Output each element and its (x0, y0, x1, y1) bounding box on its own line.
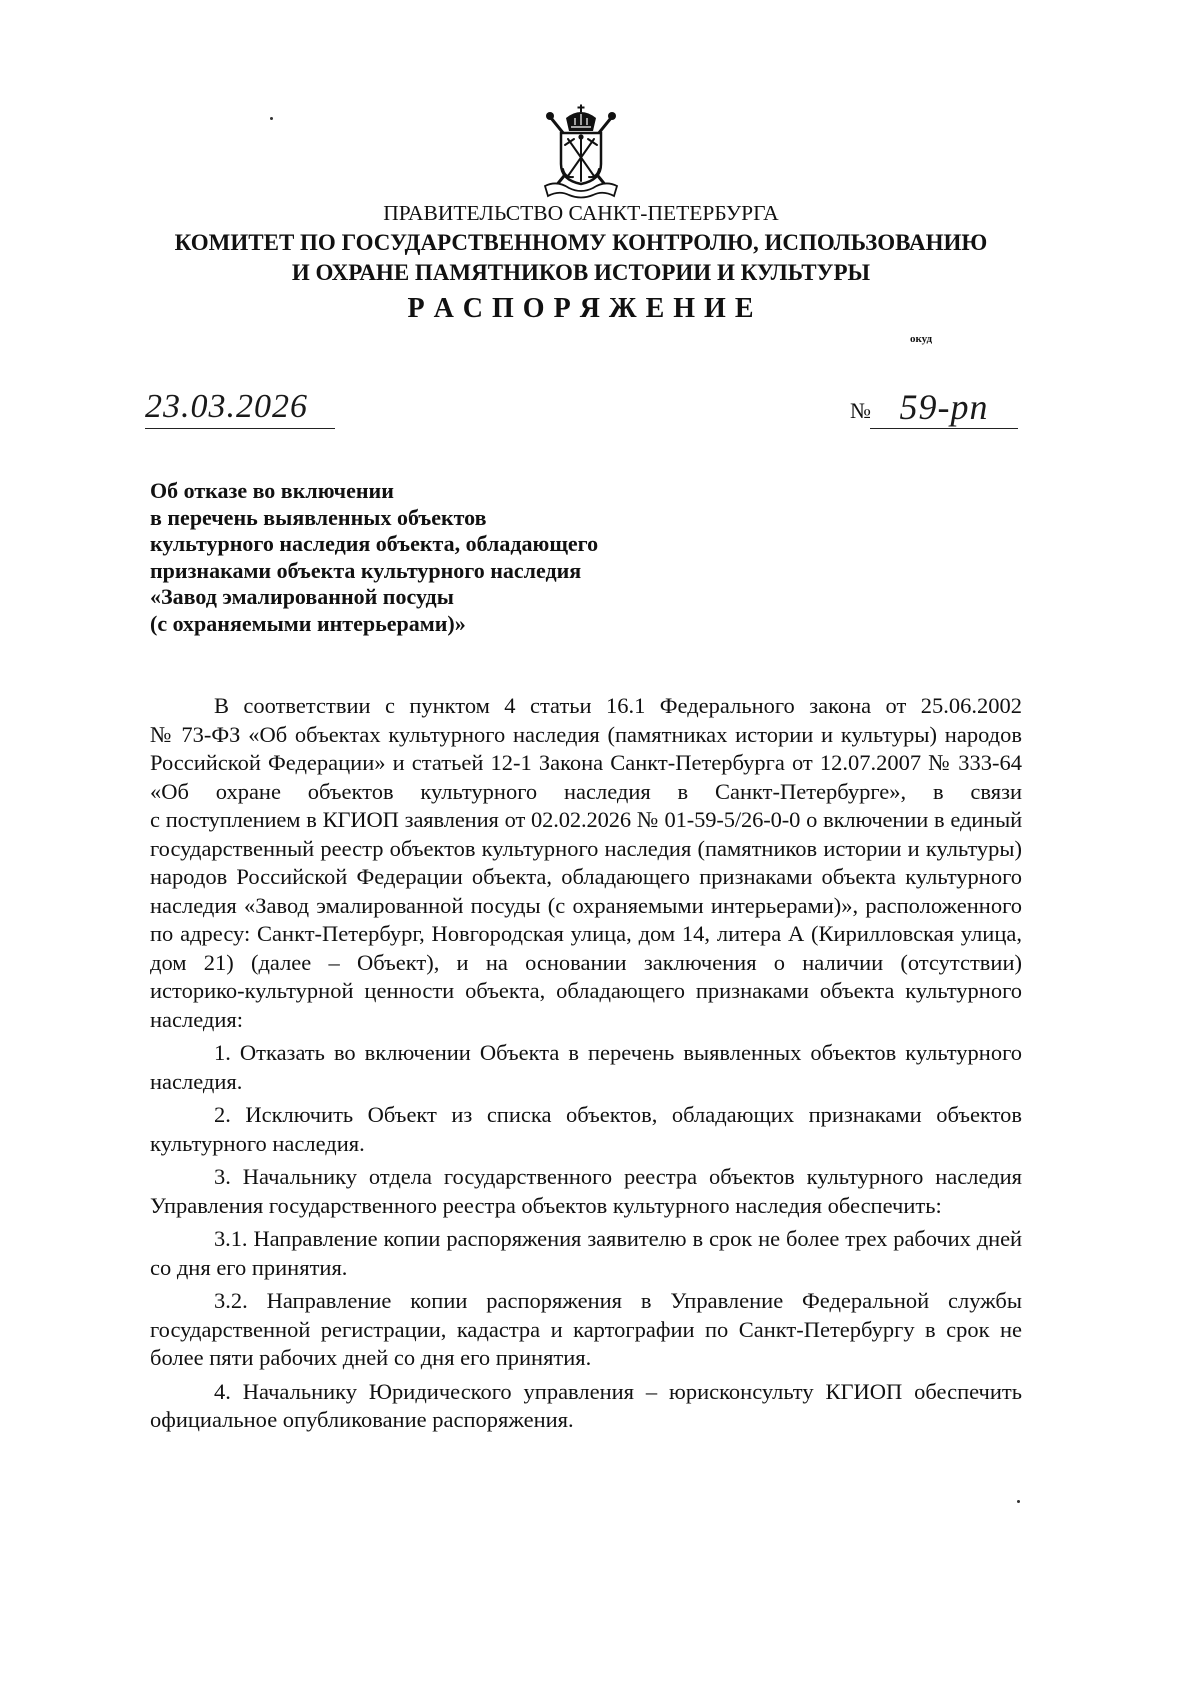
body-line (150, 692, 1022, 721)
body-line-text: государственной регистрации, кадастра и картографии по Санкт-Петербургу в срок не (150, 1316, 1022, 1342)
body-line-text: 3.1. Направление копии распоряжения заявителю в срок не более трех рабочих дней (214, 1226, 1022, 1251)
body-line (150, 806, 1022, 835)
title-line: Об отказе во включении (150, 478, 394, 503)
body-line (150, 721, 1022, 750)
body-line (150, 749, 1022, 778)
title-line: в перечень выявленных объектов (150, 504, 487, 530)
body-line-text: официальное опубликование распоряжения. (150, 1407, 574, 1432)
body-line (150, 1254, 1022, 1283)
body-line (150, 1316, 1022, 1345)
title-line: «Завод эмалированной посуды (150, 584, 454, 610)
body-paragraph (150, 1287, 1022, 1373)
body-line-text: государственный реестр объектов культурного наследия (памятников истории и культуры) (150, 835, 1022, 861)
body-line (150, 1192, 1022, 1221)
body-line-text: по адресу: Санкт-Петербург, Новгородская улица, дом 14, литера А (Кирилловская улица, (150, 921, 1022, 946)
body-line (150, 1225, 1022, 1254)
body-line-text: дом 21) (далее – Объект), и на основании заключения о наличии (отсутствии) (150, 949, 1022, 975)
body-line-text: историко-культурной ценности объекта, обладающего признаками объекта культурного (150, 978, 1022, 1003)
body-line (150, 1287, 1022, 1316)
body-line-text: наследия: (150, 1006, 244, 1032)
body-line-text: более пяти рабочих дней со дня его принятия. (150, 1345, 592, 1370)
body-paragraph (150, 692, 1022, 1034)
body-line-text: Управления государственного реестра объектов культурного наследия обеспечить: (150, 1192, 942, 1218)
document-body (150, 692, 1022, 1435)
body-line-text: 1. Отказать во включении Объекта в перечень выявленных объектов культурного (214, 1040, 1022, 1065)
body-line-text: «Об охране объектов культурного наследия в Санкт-Петербурге», в связи (150, 778, 1022, 804)
document-subject-title (150, 478, 750, 638)
body-line (150, 949, 1022, 978)
body-line (150, 1344, 1022, 1373)
document-number-field (870, 386, 1018, 429)
document-date: 23.03.2026 (145, 388, 308, 425)
body-line (150, 778, 1022, 807)
body-line (150, 1406, 1022, 1435)
committee-heading-line-2: И ОХРАНЕ ПАМЯТНИКОВ ИСТОРИИ И КУЛЬТУРЫ (291, 260, 871, 285)
body-line-text: народов Российской Федерации объекта, обладающего признаками объекта культурного (150, 864, 1022, 889)
document-type-heading: Р А С П О Р Я Ж Е Н И Е (407, 293, 755, 324)
scan-speck (270, 117, 273, 120)
body-line-text: 2. Исключить Объект из списка объектов, обладающих признаками объектов (214, 1102, 1022, 1127)
body-paragraph (150, 1378, 1022, 1435)
title-line: признаками объекта культурного наследия (150, 557, 582, 583)
body-line (150, 1130, 1022, 1159)
body-line (150, 892, 1022, 921)
body-paragraph (150, 1163, 1022, 1220)
body-line-text: с поступлением в КГИОП заявления от 02.02.2026 № 01-59-5/26-0-0 о включении в единый (150, 807, 1022, 832)
scan-speck (1017, 1500, 1020, 1503)
number-sign: № (850, 398, 871, 423)
saint-petersburg-coat-of-arms-icon (539, 104, 623, 200)
government-heading: ПРАВИТЕЛЬСТВО САНКТ-ПЕТЕРБУРГА (383, 201, 779, 225)
title-line: культурного наследия объекта, обладающего (150, 531, 599, 557)
document-date-field (145, 386, 335, 429)
body-line-text: 4. Начальнику Юридического управления – юрисконсульту КГИОП обеспечить (214, 1378, 1022, 1404)
body-line-text: 3.2. Направление копии распоряжения в Управление Федеральной службы (214, 1288, 1022, 1313)
body-line-text: со дня его принятия. (150, 1254, 348, 1280)
body-line (150, 863, 1022, 892)
body-line-text: 3. Начальнику отдела государственного реестра объектов культурного наследия (214, 1164, 1022, 1189)
title-line: (с охраняемыми интерьерами)» (150, 610, 466, 636)
body-line (150, 1006, 1022, 1035)
body-line-text: культурного наследия. (150, 1130, 365, 1156)
body-paragraph (150, 1225, 1022, 1282)
body-paragraph (150, 1039, 1022, 1096)
body-paragraph (150, 1101, 1022, 1158)
body-line (150, 835, 1022, 864)
body-line (150, 1101, 1022, 1130)
body-line (150, 977, 1022, 1006)
body-line-text: № 73-ФЗ «Об объектах культурного наследия (памятниках истории и культуры) народов (150, 721, 1022, 747)
body-line (150, 1039, 1022, 1068)
body-line-text: Российской Федерации» и статьей 12-1 Закона Санкт-Петербурга от 12.07.2007 № 333-64 (150, 750, 1022, 775)
body-line-text: В соответствии с пунктом 4 статьи 16.1 Федерального закона от 25.06.2002 (214, 693, 1022, 718)
body-line-text: наследия «Завод эмалированной посуды (с охраняемыми интерьерами)», расположенного (150, 892, 1022, 918)
body-line-text: наследия. (150, 1068, 243, 1094)
body-line (150, 1068, 1022, 1097)
body-line (150, 1163, 1022, 1192)
body-line (150, 920, 1022, 949)
okud-label: окуд (910, 333, 933, 345)
committee-heading-line-1: КОМИТЕТ ПО ГОСУДАРСТВЕННОМУ КОНТРОЛЮ, ИСПОЛЬЗОВАНИЮ (174, 230, 988, 255)
body-line (150, 1378, 1022, 1407)
document-number: 59-рп (899, 387, 989, 427)
